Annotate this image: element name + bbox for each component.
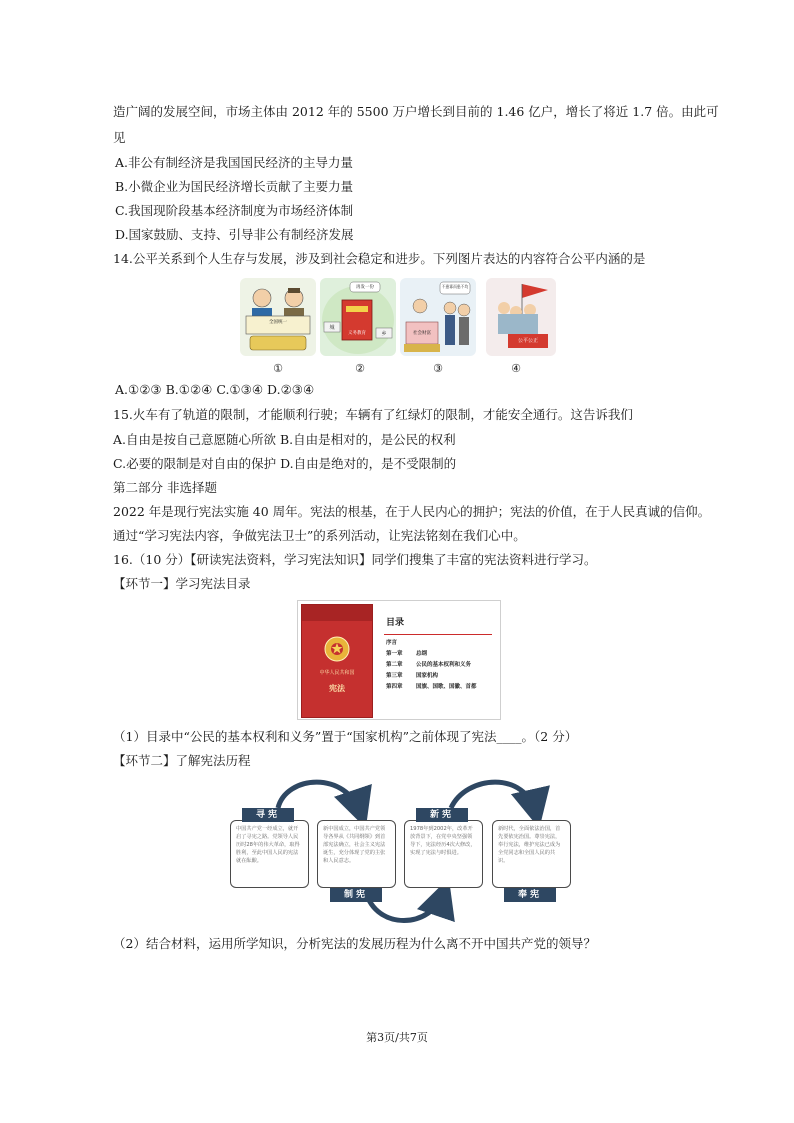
q16-stem: 16.（10 分）【研读宪法资料，学习宪法知识】同学们搜集了丰富的宪法资料进行学习。 [113,552,597,567]
part2-intro-line1: 2022 年是现行宪法实施 40 周年。宪法的根基，在于人民内心的拥护；宪法的价值，在于人民真诚的信仰。 [113,504,711,519]
constitution-toc-image [297,600,501,720]
book-title-line2: 宪法 [329,684,345,693]
q14-picture-label-2: ② [355,362,365,375]
flow-tag-3: 新宪 [416,808,468,822]
toc-item: 第四章 国旗、国歌、国徽、首都 [386,684,477,690]
q13-option-d: D.国家鼓励、支持、引导非公有制经济发展 [115,227,354,242]
book-title-line1: 中华人民共和国 [319,670,355,676]
toc-item: 第三章 国家机构 [386,673,439,679]
q14-picture-2-book: 义务教育 [348,331,366,336]
q15-options-line1: A.自由是按自己意愿随心所欲 B.自由是相对的，是公民的权利 [113,432,456,447]
q14-picture-4 [486,278,556,356]
constitution-history-diagram [226,770,576,930]
q15-stem: 15.火车有了轨道的限制，才能顺利行驶；车辆有了红绿灯的限制，才能安全通行。这告诉我们 [113,407,633,422]
flow-tag-1: 寻宪 [242,808,294,822]
q16-segment1-title: 【环节一】学习宪法目录 [113,576,251,591]
flow-tag-4: 奉宪 [504,888,556,902]
q14-picture-label-1: ① [273,362,283,375]
q16-sub1: （1）目录中“公民的基本权利和义务”置于“国家机构”之前体现了宪法____。（2 分） [113,729,578,744]
flow-box-2: 新中国成立，中国共产党领导各界从《共同纲领》到首部宪法确立，社会主义宪法诞生，充分体现了党的主张和人民意志。 [317,820,396,888]
toc-list [386,615,477,693]
q14-picture-3-bubble: 不患寡而患不均 [441,284,469,289]
q14-picture-2-bubble: 再发一份 [356,285,374,290]
q14-picture-3-cake: 社会财富 [413,331,431,336]
toc-heading: 目录 [386,618,405,628]
q14-picture-2-left: 城 [329,325,335,331]
q14-picture-3 [400,278,476,356]
q14-stem: 14.公平关系到个人生存与发展，涉及到社会稳定和进步。下列图片表达的内容符合公平内涵的是 [113,251,646,266]
q14-picture-2-right: 乡 [381,331,387,337]
flow-tag-2: 制宪 [330,888,382,902]
page-number: 第3页/共7页 [366,1031,428,1044]
q14-picture-label-4: ④ [511,362,521,375]
flow-box-4: 新时代，全面依法治国，首先要依宪治国。尊崇宪法，奉行宪法，维护宪法已成为全党同志和全国人民的共识。 [492,820,571,888]
toc-item: 第二章 公民的基本权利和义务 [386,662,472,668]
q14-options: A.①②③ B.①②④ C.①③④ D.②③④ [115,382,315,397]
q13-option-c: C.我国现阶段基本经济制度为市场经济体制 [115,203,354,218]
q13-text-line1: 造广阔的发展空间，市场主体由 2012 年的 5500 万户增长到目前的 1.46 亿户，增长了将近 1.7 倍。由此可 [113,104,719,119]
q14-picture-label-3: ③ [433,362,443,375]
q15-options-line2: C.必要的限制是对自由的保护 D.自由是绝对的，是不受限制的 [113,456,457,471]
q16-sub2: （2）结合材料，运用所学知识，分析宪法的发展历程为什么离不开中国共产党的领导？ [113,936,596,951]
q14-pictures [240,278,560,358]
q14-picture-1 [240,278,316,356]
q14-picture-2 [320,278,396,356]
flow-box-3: 1978年到2002年，改革开放背景下，在党中央坚强领导下，宪法经历4次大修改，实现了宪法与时俱进。 [404,820,483,888]
part2-intro-line2: 通过“学习宪法内容，争做宪法卫士”的系列活动，让宪法铭刻在我们心中。 [113,528,526,543]
q14-picture-4-sign: 公平公正 [517,338,538,344]
constitution-book-cover [301,604,373,718]
toc-item: 第一章 总纲 [386,651,428,657]
q16-segment2-title: 【环节二】了解宪法历程 [113,753,251,768]
q13-option-a: A.非公有制经济是我国国民经济的主导力量 [115,155,354,170]
toc-item: 序言 [386,640,398,646]
flow-box-1: 中国共产党一经成立，就开启了寻宪之路。党领导人民历时28年的伟大革命，取得胜利，至此中国人民的宪法就在酝酿。 [230,820,309,888]
part2-title: 第二部分 非选择题 [113,480,217,495]
q14-picture-1-sign: 全国统一 [269,320,287,325]
q13-text-line2: 见 [113,130,126,145]
q13-option-b: B.小微企业为国民经济增长贡献了主要力量 [115,179,354,194]
